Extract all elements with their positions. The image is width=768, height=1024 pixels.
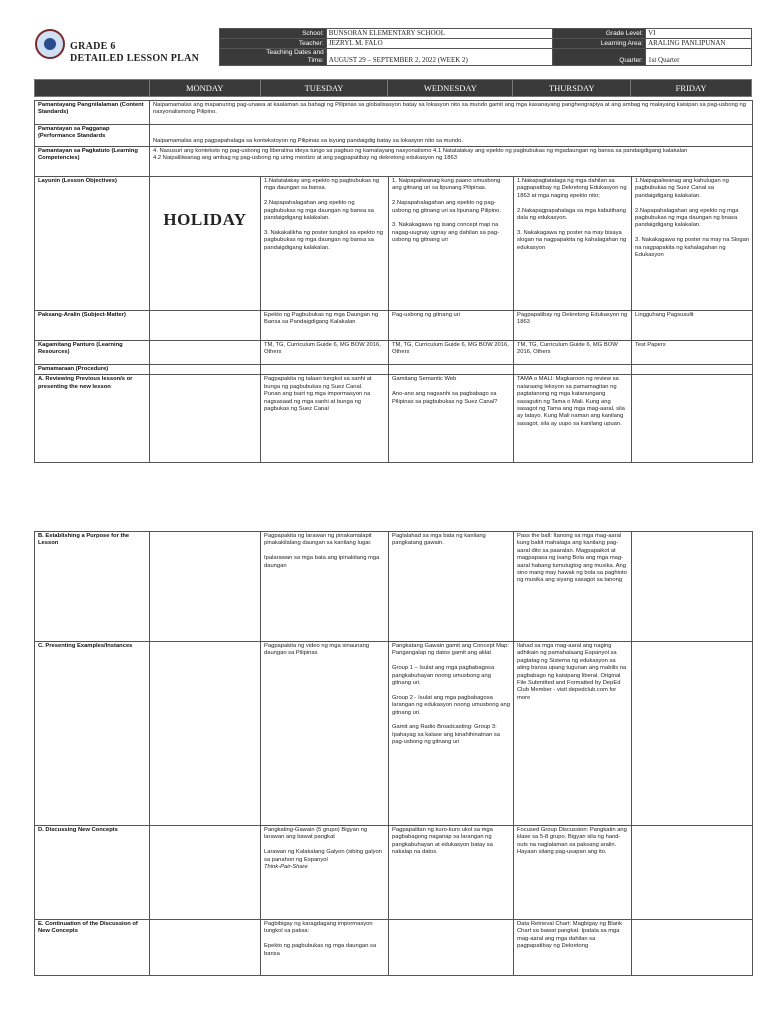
header-info-table <box>219 28 752 66</box>
dates-label-line1: Teaching Dates and <box>266 49 324 56</box>
purpose-friday <box>632 532 753 642</box>
review-item: Gamitang Semantic Web <box>392 376 457 383</box>
discussing-item: Larawan ng Kalakalang Galyon (sibing galyon sa panahon ng Espanyol <box>264 849 384 863</box>
resources-tuesday: TM, TG, Curriculum Guide 6, MG BOW 2016, Others <box>261 341 389 365</box>
purpose-label: B. Establishing a Purpose for the Lesson <box>35 532 150 642</box>
review-item: Pagpapakita ng talaan tungkol sa sanhi at bunga ng pagbubukas ng Suez Canal. <box>264 376 374 390</box>
area-label: Learning Area: <box>553 39 646 49</box>
purpose-wednesday: Paglalahad sa mga bata ng kanilang pangkatang gawain. <box>389 532 514 642</box>
teacher-label: Teacher: <box>220 39 327 49</box>
grade-label: Grade Level: <box>553 29 646 39</box>
procedure-monday <box>150 365 261 375</box>
subject-matter-label: Paksang-Aralin (Subject-Matter) <box>35 311 150 341</box>
content-standards-label: Pamantayang Pangnilalaman (Content Standards) <box>35 101 150 125</box>
area-value: ARALING PANLIPUNAN <box>646 39 752 49</box>
objective-item: 1. Naipapaliwanag kung paano umusbong ang gitnang uri sa lipunang Pilipinas. <box>392 178 502 192</box>
procedure-tuesday <box>261 365 389 375</box>
procedure-wednesday <box>389 365 514 375</box>
subject-matter-thursday: Pagpapatibay ng Dekretong Edukasyon ng 1863 <box>514 311 632 341</box>
continuation-label: E. Continuation of the Discussion of New Concepts <box>35 920 150 976</box>
subject-matter-friday: Lingguhang Pagsusulit <box>632 311 753 341</box>
deped-seal-logo <box>35 29 65 59</box>
lesson-plan-table-page2 <box>34 531 753 976</box>
review-tuesday <box>261 375 389 463</box>
title-grade: GRADE 6 <box>70 41 116 52</box>
examples-item: Group 1 – Isulat ang mga pagbabagosa pangkabuhayan noong umusbong ang gitnang uri. <box>392 665 496 687</box>
objective-item: 2.Napapahalagahan ang epekto ng pag-usbong ng gitnang uri sa lipunang Pilipino. <box>392 200 501 214</box>
objective-item: 1.Naipapaliwanag ang kahulugan ng pagbubukas ng Suez Canal sa pandaigdigang kalakalan. <box>635 178 731 199</box>
competencies-label: Pamantayan sa Pagkatuto (Learning Competencies) <box>35 147 150 177</box>
weekday-monday: MONDAY <box>149 80 260 97</box>
subject-matter-wednesday: Pag-usbong ng gitnang uri <box>389 311 514 341</box>
review-item: Ano-ano ang nagsanhi sa pagbabago sa Pilipinas sa pagbubukas ng Suez Canal? <box>392 391 499 405</box>
review-wednesday <box>389 375 514 463</box>
continuation-monday <box>150 920 261 976</box>
examples-tuesday: Pagpapakita ng video ng mga sinaunang daungan sa Pilipinas <box>261 642 389 826</box>
competencies-text <box>150 147 753 177</box>
weekday-header-row <box>34 79 752 97</box>
objective-item: 3. Nakakalikha ng poster tungkol sa epekto ng pagbubukas ng mga daungan ng bansa sa pandaigdigang kalakalan. <box>264 229 385 251</box>
quarter-value: 1st Quarter <box>646 49 752 66</box>
resources-friday: Test Papers <box>632 341 753 365</box>
weekday-thursday: THURSDAY <box>513 80 631 97</box>
document-title <box>70 41 199 65</box>
resources-wednesday: TM, TG, Curriculum Guide 6, MG BOW 2016, Others <box>389 341 514 365</box>
grade-value: VI <box>646 29 752 39</box>
objectives-thursday <box>514 177 632 311</box>
title-dlp: DETAILED LESSON PLAN <box>70 53 200 64</box>
continuation-thursday: Data Retrieval Chart: Magbigay ng Blank Chart sa bawat pangkat. Ipatala sa mga mag-aaral ang mga dahilan sa pagpapatibay ng Dekretong <box>514 920 632 976</box>
weekday-wednesday: WEDNESDAY <box>388 80 513 97</box>
purpose-monday <box>150 532 261 642</box>
dates-value: AUGUST 29 – SEPTEMBER 2, 2022 (WEEK 2) <box>326 49 553 66</box>
objectives-label: Layunin (Lesson Objectives) <box>35 177 150 311</box>
purpose-item: Pagpapakita ng larawan ng pinakamalapit pinakakilalang daungan sa kanilang lugar. <box>264 533 374 547</box>
resources-label: Kagamitang Panturo (Learning Resources) <box>35 341 150 365</box>
objective-item: 1.Nakapagtatalaga ng mga dahilan sa pagpapatibay ng Dekretong Edukasyon ng 1863 at mga naging epekto nito; <box>517 178 629 199</box>
examples-label: C. Presenting Examples/Instances <box>35 642 150 826</box>
continuation-item: Pagbibigay ng karagdagang impormasyon tungkol sa paksa: <box>264 921 375 935</box>
objectives-friday <box>632 177 753 311</box>
examples-item: Group 2 - Isulat ang mga pagbabagosa larangan ng edukasyon noong umusbong ang gitnang uri. <box>392 694 512 716</box>
purpose-item: Ipalarawan sa mga bata ang ipinakitang mga daungan <box>264 555 381 569</box>
continuation-wednesday <box>389 920 514 976</box>
quarter-label: Quarter: <box>553 49 646 66</box>
performance-standards-label: Pamantayan sa Pagganap (Performance Standards <box>35 125 150 147</box>
objective-item: 2.Napapahalagahan ang epekto ng mga pagbubukas ng mga daungan ng bnasa pandaigdigang kalakalan. <box>635 207 741 229</box>
competency-4-2: 4.2 Naipaliliwanag ang ambag ng pag-usbong ng uring mestizo at ang pagpapatibay ng dekretong edukasyon ng 1863 <box>153 155 457 162</box>
objective-item: 2.Napapahalagahan ang epekto ng pagbubukas ng mga daungan ng bansa sa pandaigdigang kalakalan. <box>264 200 376 222</box>
examples-thursday: Ilahad sa mga mag-aaral ang naging adhikain ng pamahalaang Espanyol sa pagtatag ng Sistema ng edukasyon sa ating bansa upang tugunan ang mabilis na pagbabago ng kaisipang liberal. Original File Submitted and Formatted by DepEd Club Member - visit depedclub.com for more <box>514 642 632 826</box>
performance-standards-text: Naipamamalas ang pagpapahalaga sa kontekstoyon ng Pilipinas sa isyung pandaigdig batay sa lokasyon nito sa mundo. <box>150 125 753 147</box>
continuation-tuesday <box>261 920 389 976</box>
continuation-item: Epekto ng pagbubukas ng mga daungan sa bansa <box>264 943 378 957</box>
discussing-item: Think-Pair-Share <box>264 864 308 871</box>
dates-label <box>220 49 327 66</box>
subject-matter-monday <box>150 311 261 341</box>
objectives-tuesday <box>261 177 389 311</box>
purpose-thursday: Pass the ball: Itanong sa mga mag-aaral kung bakit mahalaga ang kanilang pag-aaral dito sa paaralan. Magpapaikot at magpapasa ng isang Bola ang mga mag-aaral habang tumutugtog ang musika. Ang sino mang may hawak ng bola sa paghinto ng musika ang siyang sasagot sa tanong <box>514 532 632 642</box>
dates-label-line2: Time: <box>307 57 324 64</box>
objective-item: 2.Nakapagpapahalaga sa mga kabutihang dala ng edukasyon. <box>517 207 628 222</box>
competency-4-1: 4. Nasusuri ang konteksto ng pag-usbong ng liberalina ideya tungo sa pagbuo ng kamalayang nasyonalismo 4.1 Natatalakay ang epekto ng pagbubukas ng mgadaungan ng bansa sa pandaigdigang kalakalan <box>153 148 688 154</box>
review-friday <box>632 375 753 463</box>
discussing-tuesday <box>261 826 389 920</box>
examples-wednesday <box>389 642 514 826</box>
discussing-monday <box>150 826 261 920</box>
procedure-friday <box>632 365 753 375</box>
objective-item: 3. Nakakagawa ng poster na may na Slogan na nagpapakita ng kahalagahan ng Edukasyon <box>635 237 751 259</box>
teacher-value: JEZRYL M. FALO <box>326 39 553 49</box>
subject-matter-tuesday: Epekto ng Pagbubukas ng mga Daungan ng Bansa sa Pandaigdigang Kalakalan <box>261 311 389 341</box>
discussing-thursday: Focused Group Discussion: Pangkatin ang klase sa 5-8 grupo. Bigyan sila ng hand-outs na naglalaman sa paksang aralin. Hayaan silang pag-usapan ang ito. <box>514 826 632 920</box>
discussing-item: Pangkating-Gawain (5 grupo) Bigyan ng larawan ang bawat pangkat <box>264 827 369 841</box>
review-thursday: TAMA o MALI: Magkaroon ng review sa naiaraang leksyon sa pamamagitan ng pagtatanong ng mga katanungang sasagutin ng Tama o Mali. Kung ang sasagot ng Tama ang mga mag-aaral, sila ay tatayo. Kung Mali naman ang kanilang sasagot, sila ay uupo sa kanilang upuan. <box>514 375 632 463</box>
objective-item: 3. Nakakagawa ng isang concept map na nagag-uugnay ugnay ang dahilan sa pag-usbong ng gitnang uri <box>392 222 500 244</box>
weekday-tuesday: TUESDAY <box>260 80 388 97</box>
review-label: A. Reviewing Previous lesson/s or presenting the new lesson <box>35 375 150 463</box>
examples-item: Pangkatang Gawain gamit ang Concept Map: Pangangalap ng datos gamit ang aklat <box>392 643 511 657</box>
discussing-friday <box>632 826 753 920</box>
examples-friday <box>632 642 753 826</box>
objectives-wednesday <box>389 177 514 311</box>
holiday-label: HOLIDAY <box>163 210 247 229</box>
school-value: BUNSORAN ELEMENTARY SCHOOL <box>326 29 553 39</box>
review-item: Punan ang tsart ng mga impormasyon na nagsasaad ng mga sanhi at bunga ng pagbukas ng Suez Canal <box>264 391 372 413</box>
discussing-wednesday: Pagpapalitan ng kuro-kuro ukol sa mga pagbabagong naganap sa larangan ng pangkabuhayan at edukasyon batay sa nakalap na datos. <box>389 826 514 920</box>
lesson-plan-table-page1 <box>34 100 753 463</box>
review-monday <box>150 375 261 463</box>
content-standards-text: Naipamamalas ang mapanuring pag-unawa at kaalaman sa bahagi ng Pilipinas sa globalisasyon batay sa lokasyon nito sa mundo gamit ang mga kasanayang pangheograpiya at ang ambag ng malayang kaisipan sa pag-usbong ng nasyonalismong Pilipino. <box>150 101 753 125</box>
discussing-label: D. Discussing New Concepts <box>35 826 150 920</box>
objective-item: 1.Natatalakay ang epekto ng pagbubukas ng mga daungan sa bansa. <box>264 178 381 192</box>
school-label: School: <box>220 29 327 39</box>
continuation-friday <box>632 920 753 976</box>
examples-item: Gamit ang Radio Broadcasting: Group 3: Ipahayag sa kalase ang kinahihinatnan sa pag-usbong ng gitnang uri <box>392 724 502 746</box>
weekday-friday: FRIDAY <box>631 80 752 97</box>
purpose-tuesday <box>261 532 389 642</box>
procedure-thursday <box>514 365 632 375</box>
resources-thursday: TM, TG, Curriculum Guide 6, MG BOW 2016, Others <box>514 341 632 365</box>
procedure-label: Pamamaraan (Procedure) <box>35 365 150 375</box>
resources-monday <box>150 341 261 365</box>
weekday-blank <box>35 80 150 97</box>
objectives-monday <box>150 177 261 311</box>
examples-monday <box>150 642 261 826</box>
objective-item: 3. Nakakagawa ng poster na may bisaya slogan na nagpapakita ng kahalagahan ng edukasyon <box>517 229 628 251</box>
